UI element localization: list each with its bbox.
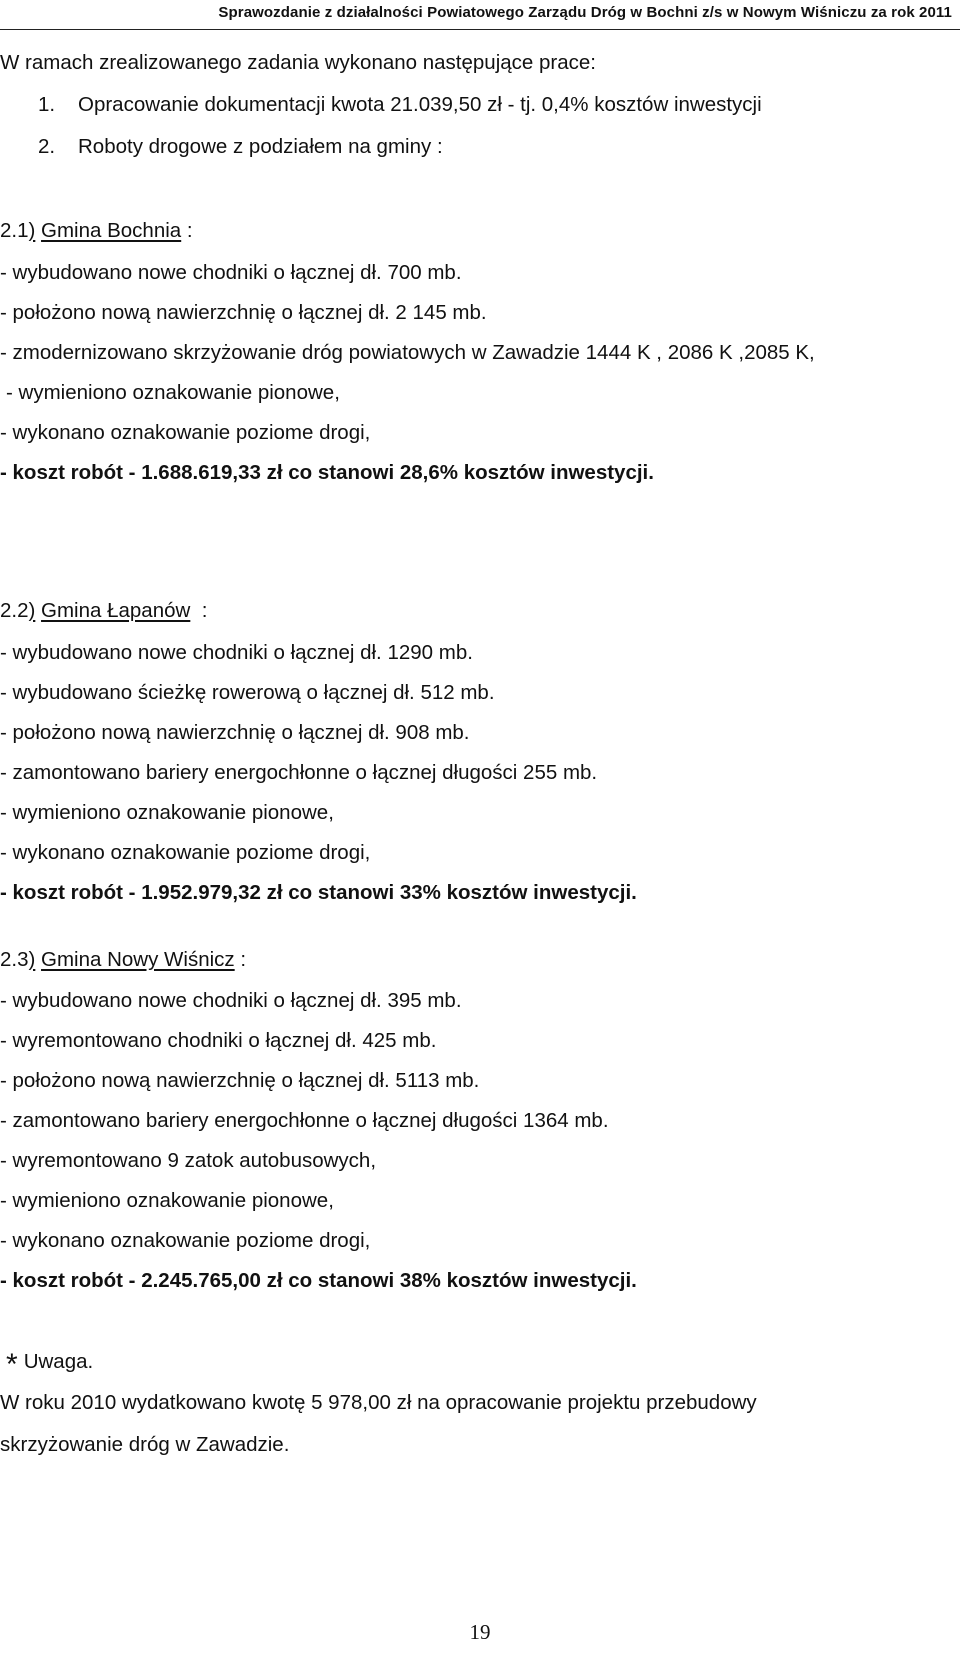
work-item: - wykonano oznakowanie poziome drogi, bbox=[0, 1229, 371, 1252]
work-item: - wyremontowano 9 zatok autobusowych, bbox=[0, 1149, 377, 1172]
section-paren: ) bbox=[28, 948, 36, 971]
cost-summary: - koszt robót - 1.952.979,32 zł co stanowi 33% kosztów inwestycji. bbox=[0, 881, 637, 904]
note-label: Uwaga. bbox=[23, 1350, 94, 1373]
asterisk-mark: * bbox=[6, 1348, 18, 1381]
work-item: - zamontowano bariery energochłonne o łącznej długości 255 mb. bbox=[0, 761, 598, 784]
work-item: - wymieniono oznakowanie pionowe, bbox=[6, 381, 340, 404]
intro-text: W ramach zrealizowanego zadania wykonano następujące prace: bbox=[0, 51, 596, 74]
section-colon: : bbox=[234, 948, 247, 971]
work-item: - zmodernizowano skrzyżowanie dróg powiatowych w Zawadzie 1444 K , 2086 K ,2085 K, bbox=[0, 341, 815, 364]
section-name: Gmina Bochnia bbox=[41, 219, 182, 242]
note-text: W roku 2010 wydatkowano kwotę 5 978,00 zł na opracowanie projektu przebudowy bbox=[0, 1391, 757, 1414]
section-paren: ) bbox=[28, 219, 36, 242]
section-number: 2.2 bbox=[0, 599, 29, 622]
list-number: 1. bbox=[38, 93, 56, 116]
work-item: - wymieniono oznakowanie pionowe, bbox=[0, 1189, 334, 1212]
cost-summary: - koszt robót - 1.688.619,33 zł co stanowi 28,6% kosztów inwestycji. bbox=[0, 461, 654, 484]
running-header: Sprawozdanie z działalności Powiatowego Zarządu Dróg w Bochni z/s w Nowym Wiśniczu za rok 2011 bbox=[218, 4, 952, 21]
work-item: - położono nową nawierzchnię o łącznej dł. 2 145 mb. bbox=[0, 301, 487, 324]
page-number: 19 bbox=[469, 1620, 491, 1644]
section-paren: ) bbox=[28, 599, 36, 622]
list-text: Opracowanie dokumentacji kwota 21.039,50 zł - tj. 0,4% kosztów inwestycji bbox=[78, 93, 762, 116]
section-number: 2.3 bbox=[0, 948, 29, 971]
work-item: - wybudowano nowe chodniki o łącznej dł. 395 mb. bbox=[0, 989, 462, 1012]
section-heading-lapanow bbox=[0, 598, 207, 624]
section-heading-bochnia bbox=[0, 218, 193, 244]
section-heading-nowy-wisnicz bbox=[0, 947, 246, 973]
work-item: - położono nową nawierzchnię o łącznej dł. 5113 mb. bbox=[0, 1069, 480, 1092]
work-item: - wykonano oznakowanie poziome drogi, bbox=[0, 421, 371, 444]
work-item: - wyremontowano chodniki o łącznej dł. 425 mb. bbox=[0, 1029, 437, 1052]
section-number: 2.1 bbox=[0, 219, 29, 242]
work-item: - wymieniono oznakowanie pionowe, bbox=[0, 801, 334, 824]
section-colon: : bbox=[190, 599, 208, 622]
note-text: skrzyżowanie dróg w Zawadzie. bbox=[0, 1433, 290, 1456]
list-item bbox=[38, 134, 443, 160]
section-name: Gmina Łapanów bbox=[41, 599, 191, 622]
work-item: - zamontowano bariery energochłonne o łącznej długości 1364 mb. bbox=[0, 1109, 609, 1132]
work-item: - wybudowano ścieżkę rowerową o łącznej dł. 512 mb. bbox=[0, 681, 495, 704]
list-item bbox=[38, 92, 762, 118]
section-colon: : bbox=[181, 219, 193, 242]
work-item: - wykonano oznakowanie poziome drogi, bbox=[0, 841, 371, 864]
work-item: - wybudowano nowe chodniki o łącznej dł. 700 mb. bbox=[0, 261, 462, 284]
work-item: - wybudowano nowe chodniki o łącznej dł. 1290 mb. bbox=[0, 641, 473, 664]
list-number: 2. bbox=[38, 135, 56, 158]
section-name: Gmina Nowy Wiśnicz bbox=[41, 948, 235, 971]
list-text: Roboty drogowe z podziałem na gminy : bbox=[78, 135, 443, 158]
cost-summary: - koszt robót - 2.245.765,00 zł co stanowi 38% kosztów inwestycji. bbox=[0, 1269, 637, 1292]
header-rule bbox=[0, 29, 960, 30]
note-heading bbox=[6, 1346, 94, 1381]
work-item: - położono nową nawierzchnię o łącznej dł. 908 mb. bbox=[0, 721, 470, 744]
